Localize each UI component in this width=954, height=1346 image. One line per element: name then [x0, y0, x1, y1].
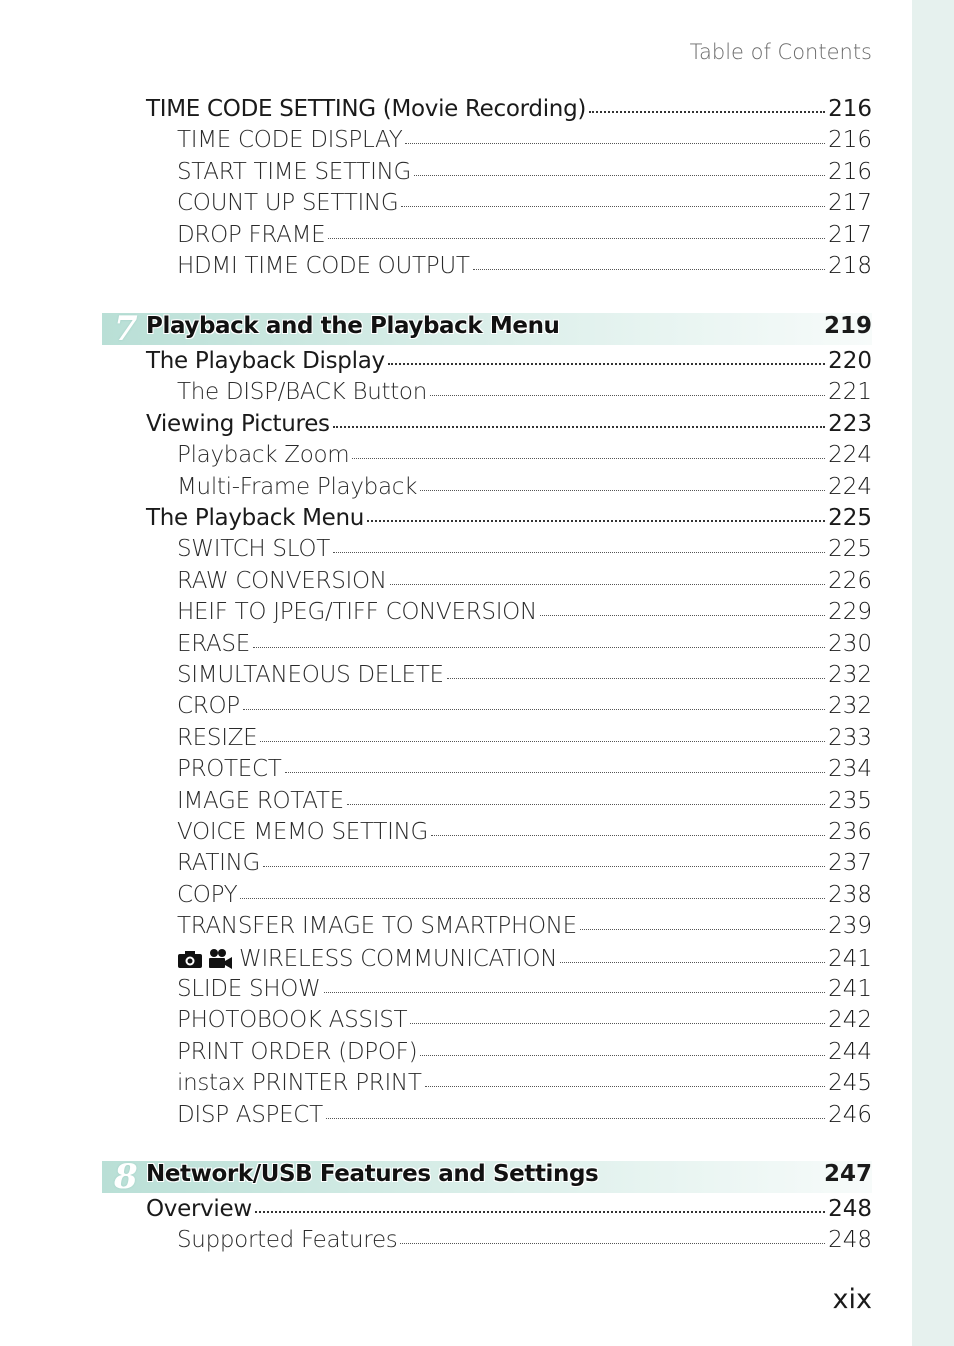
- chapter-title: Playback and the Playback Menu: [146, 313, 560, 339]
- leader-dots: [540, 615, 825, 616]
- toc-entry-page: 242: [828, 1007, 872, 1034]
- chapter-8-heading[interactable]: [102, 1157, 872, 1197]
- mode-icons: [177, 948, 233, 970]
- leader-dots: [589, 111, 825, 113]
- toc-entry-page: 217: [828, 221, 872, 248]
- toc-entry-label: HEIF TO JPEG/TIFF CONVERSION: [177, 599, 537, 626]
- leader-dots: [328, 238, 825, 239]
- toc-entry-page: 239: [828, 913, 872, 940]
- toc-entry-page: 224: [828, 442, 872, 469]
- toc-entry[interactable]: [177, 159, 872, 189]
- leader-dots: [347, 804, 825, 805]
- toc-entry-label: ERASE: [177, 630, 250, 657]
- toc-entry-label: DISP ASPECT: [177, 1101, 323, 1128]
- leader-dots: [473, 269, 825, 270]
- toc-entry-page: 244: [828, 1038, 872, 1065]
- toc-entry-page: 225: [828, 505, 872, 531]
- toc-entry-page: 217: [828, 190, 872, 217]
- toc-entry-page: 226: [828, 567, 872, 594]
- toc-entry-label: Supported Features: [177, 1227, 398, 1254]
- toc-entry[interactable]: [146, 96, 872, 126]
- toc-entry[interactable]: [177, 662, 872, 692]
- toc-entry-label: SLIDE SHOW: [177, 976, 321, 1002]
- toc-entry-label: Multi-Frame Playback: [177, 473, 418, 500]
- leader-dots: [405, 143, 825, 144]
- toc-entry-label: TRANSFER IMAGE TO SMARTPHONE: [177, 913, 577, 940]
- leader-dots: [431, 835, 825, 836]
- leader-dots: [260, 741, 825, 742]
- chapter-title: Network/USB Features and Settings: [146, 1161, 599, 1187]
- toc-entry-label: RESIZE: [177, 724, 258, 751]
- toc-entry-label: TIME CODE SETTING (Movie Recording): [146, 96, 587, 122]
- toc-entry[interactable]: [177, 819, 872, 849]
- leader-dots: [255, 1211, 825, 1213]
- toc-entry-label: TIME CODE DISPLAY: [177, 127, 403, 154]
- chapter-page-number: 219: [823, 313, 872, 339]
- toc-entry-page: 248: [828, 1196, 872, 1222]
- leader-dots: [333, 426, 825, 428]
- toc-entry[interactable]: [177, 882, 872, 912]
- toc-entry-label: SIMULTANEOUS DELETE: [177, 662, 444, 688]
- leader-dots: [420, 490, 825, 491]
- running-header: Table of Contents: [689, 40, 872, 64]
- side-strip: [912, 0, 954, 1346]
- toc-entry-page: 216: [828, 96, 872, 122]
- toc-entry[interactable]: [177, 190, 872, 220]
- leader-dots: [401, 206, 825, 207]
- toc-entry-page: 234: [828, 756, 872, 783]
- toc-entry-label: PHOTOBOOK ASSIST: [177, 1007, 408, 1034]
- toc-entry[interactable]: [177, 599, 872, 629]
- toc-entry-page: 221: [828, 379, 872, 406]
- toc-entry[interactable]: [177, 1102, 872, 1132]
- toc-entry-page: 218: [828, 253, 872, 279]
- toc-entry-page: 224: [828, 473, 872, 500]
- toc-entry-label: The Playback Menu: [146, 505, 365, 531]
- leader-dots: [240, 898, 825, 899]
- toc-entry-label: START TIME SETTING: [177, 158, 412, 185]
- toc-entry-page: 230: [828, 630, 872, 657]
- toc-entry-page: 232: [828, 693, 872, 720]
- toc-entry-page: 245: [828, 1070, 872, 1097]
- toc-entry-label: CROP: [177, 693, 240, 720]
- toc-entry-page: 236: [828, 819, 872, 845]
- toc-entry[interactable]: [177, 442, 872, 472]
- camera-icon: [177, 949, 203, 969]
- toc-entry[interactable]: [177, 474, 872, 504]
- movie-camera-icon: [207, 948, 233, 970]
- toc-entry-page: 235: [828, 787, 872, 814]
- toc-entry[interactable]: [177, 253, 872, 283]
- toc-entry[interactable]: [177, 1227, 872, 1257]
- toc-entry[interactable]: [146, 348, 872, 378]
- toc-entry-label: PROTECT: [177, 756, 282, 783]
- toc-entry[interactable]: [177, 568, 872, 598]
- toc-entry-label: WIRELESS COMMUNICATION: [239, 945, 558, 972]
- chapter-page-number: 247: [823, 1161, 872, 1187]
- toc-entry-page: 233: [828, 724, 872, 751]
- toc-entry-label: Viewing Pictures: [146, 410, 330, 437]
- leader-dots: [243, 709, 825, 710]
- toc-entry[interactable]: [177, 756, 872, 786]
- chapter-7-heading[interactable]: [102, 309, 872, 349]
- toc-entry-page: 232: [828, 662, 872, 688]
- leader-dots: [285, 772, 826, 773]
- toc-entry-page: 241: [828, 976, 872, 1002]
- toc-entry-label: PRINT ORDER (DPOF): [177, 1038, 418, 1065]
- leader-dots: [425, 1086, 826, 1087]
- leader-dots: [326, 1118, 825, 1119]
- toc-entry[interactable]: [177, 379, 872, 409]
- leader-dots: [400, 1243, 825, 1244]
- toc-entry[interactable]: [177, 976, 872, 1006]
- toc-entry-page: 223: [828, 410, 872, 437]
- chapter-number: 7: [114, 309, 138, 349]
- toc-entry[interactable]: [177, 913, 872, 943]
- leader-dots: [388, 363, 825, 365]
- toc-entry[interactable]: [177, 1070, 872, 1100]
- leader-dots: [352, 458, 825, 459]
- toc-entry-page: 241: [828, 945, 872, 972]
- toc-entry-label: SWITCH SLOT: [177, 536, 330, 563]
- toc-entry-page: 216: [828, 158, 872, 185]
- toc-entry[interactable]: [146, 1196, 872, 1226]
- toc-entry-label: COUNT UP SETTING: [177, 190, 399, 217]
- toc-entry[interactable]: [177, 725, 872, 755]
- toc-entry[interactable]: [177, 631, 872, 661]
- toc-entry-label: instax PRINTER PRINT: [177, 1070, 422, 1097]
- leader-dots: [253, 647, 825, 648]
- toc-entry[interactable]: [177, 222, 872, 252]
- leader-dots: [447, 678, 825, 679]
- leader-dots: [420, 1055, 825, 1056]
- leader-dots: [580, 929, 825, 930]
- toc-entry[interactable]: [146, 505, 872, 535]
- toc-entry-label: IMAGE ROTATE: [177, 787, 344, 814]
- leader-dots: [430, 395, 825, 396]
- page-folio: xix: [832, 1284, 872, 1315]
- toc-entry-label: Playback Zoom: [177, 442, 350, 469]
- toc-entry-label: RATING: [177, 850, 261, 877]
- chapter-number: 8: [114, 1157, 138, 1197]
- toc-entry-label: Overview: [146, 1196, 252, 1222]
- leader-dots: [367, 520, 825, 522]
- leader-dots: [560, 962, 825, 963]
- toc-entry[interactable]: [146, 411, 872, 441]
- toc-entry[interactable]: [177, 1007, 872, 1037]
- toc-entry[interactable]: [177, 945, 872, 975]
- toc-entry[interactable]: [177, 536, 872, 566]
- leader-dots: [390, 584, 825, 585]
- toc-entry-page: 220: [828, 348, 872, 374]
- toc-entry[interactable]: [177, 693, 872, 723]
- leader-dots: [333, 552, 825, 553]
- toc-entry-page: 248: [828, 1227, 872, 1254]
- toc-entry-label: DROP FRAME: [177, 221, 326, 248]
- toc-entry-page: 225: [828, 536, 872, 563]
- toc-entry-page: 246: [828, 1101, 872, 1128]
- toc-entry-page: 237: [828, 850, 872, 877]
- toc-entry-label: VOICE MEMO SETTING: [177, 819, 428, 845]
- leader-dots: [324, 992, 826, 993]
- toc-entry-label: COPY: [177, 881, 238, 908]
- toc-entry-page: 229: [828, 599, 872, 626]
- toc-entry-page: 238: [828, 881, 872, 908]
- toc-entry-label: The Playback Display: [146, 348, 385, 374]
- toc-entry[interactable]: [177, 127, 872, 157]
- toc-entry-label: The DISP/BACK Button: [177, 379, 427, 406]
- leader-dots: [414, 175, 825, 176]
- leader-dots: [263, 866, 825, 867]
- toc-entry[interactable]: [177, 1039, 872, 1069]
- toc-entry[interactable]: [177, 788, 872, 818]
- toc-entry-label: RAW CONVERSION: [177, 567, 387, 594]
- toc-entry-page: 216: [828, 127, 872, 154]
- toc-entry[interactable]: [177, 850, 872, 880]
- toc-entry-label: HDMI TIME CODE OUTPUT: [177, 253, 470, 279]
- leader-dots: [410, 1023, 825, 1024]
